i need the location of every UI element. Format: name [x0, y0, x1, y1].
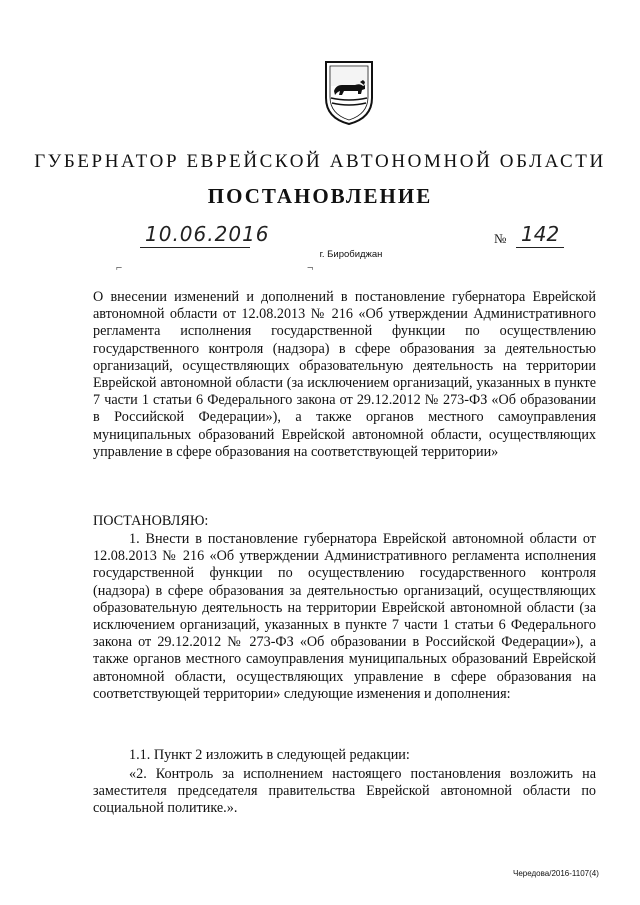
resolve-heading: ПОСТАНОВЛЯЮ:: [93, 513, 209, 529]
city-label: г. Биробиджан: [319, 249, 383, 260]
paragraph-2-quote: «2. Контроль за исполнением настоящего постановления возложить на заместителя председателя правительства Еврейской автономной области по социальной политике.».: [93, 766, 596, 817]
issuer-heading: ГУБЕРНАТОР ЕВРЕЙСКОЙ АВТОНОМНОЙ ОБЛАСТИ: [34, 151, 606, 172]
number-label: №: [494, 231, 507, 246]
document-type-title: ПОСТАНОВЛЕНИЕ: [207, 184, 433, 208]
handwritten-number: 142: [521, 222, 560, 246]
corner-mark-right: ¬: [307, 262, 314, 274]
date-underline: [140, 247, 250, 248]
corner-mark-left: ⌐: [116, 262, 123, 274]
number-underline: [516, 247, 564, 248]
paragraph-1-1: 1.1. Пункт 2 изложить в следующей редакции:: [129, 747, 410, 763]
document-subject: О внесении изменений и дополнений в постановление губернатора Еврейской автономной области от 12.08.2013 № 216 «Об утверждении Административного регламента исполнения государственной функции по осуществлению государственного контроля (надзора) в сфере образования за деятельностью организаций, осуществляющих образовательную деятельность на территории Еврейской автономной области (за исключением организаций, указанных в пункте 7 части 1 статьи 6 Федерального закона от 29.12.2012 № 273-ФЗ «Об образовании в Российской Федерации»), а также органов местного самоуправления муниципальных образований Еврейской автономной области, осуществляющих управление в сфере образования на соответствующей территории»: [93, 289, 596, 460]
handwritten-date: 10.06.2016: [145, 222, 270, 246]
coat-of-arms-emblem: [322, 58, 376, 126]
footer-executor-code: Чередова/2016-1107(4): [513, 869, 599, 878]
paragraph-1: 1. Внести в постановление губернатора Еврейской автономной области от 12.08.2013 № 216 «Об утверждении Административного регламента исполнения государственной функции по осуществлению государственного контроля (надзора) в сфере образования за деятельностью организаций, осуществляющих образовательную деятельность на территории Еврейской автономной области (за исключением организаций, указанных в пункте 7 части 1 статьи 6 Федерального закона от 29.12.2012 № 273-ФЗ «Об образовании в Российской Федерации»), а также органов местного самоуправления муниципальных образований Еврейской автономной области, осуществляющих управление в сфере образования на соответствующей территории» следующие изменения и дополнения:: [93, 531, 596, 702]
